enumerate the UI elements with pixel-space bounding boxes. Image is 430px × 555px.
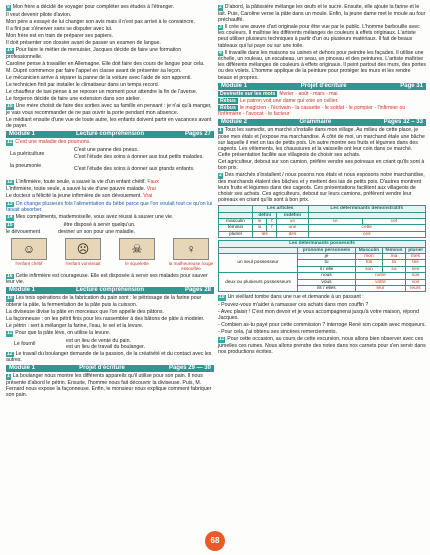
section-title: Grammaire — [299, 119, 332, 125]
illustration — [6, 238, 52, 271]
right-column — [218, 4, 426, 356]
table-header: indéfini — [277, 212, 308, 218]
table-cell: nos — [405, 273, 425, 279]
exercise-number: 3 — [219, 23, 222, 30]
diagram-definition: C'est l'étude des soins à donner aux tout petits malades. — [74, 153, 204, 160]
illustration — [168, 238, 214, 271]
table-header: Les articles — [252, 206, 308, 212]
answer-text: Le mécanicien arrive à réparer la panne de la voiture avec l'aide de son apprenti. — [6, 74, 192, 81]
answer-text: Les trois opérations de la fabrication du pain sont : le pétrissage de la farine pour obtenir la pâte, la fermentation de la pâte puis la cuisson. — [6, 295, 202, 308]
answer-text: M. Dupré commence par faire l'appel en classe avant de présenter sa leçon. — [6, 67, 182, 74]
diagram-definition: C'est l'étude des soins à donner aux grands enfants. — [74, 165, 195, 172]
table-cell: ma — [382, 253, 405, 259]
table-cell: leur — [355, 286, 405, 292]
exercise-number: 15 — [7, 103, 13, 110]
illustrations-row — [6, 238, 214, 271]
module-label: Module 1 — [9, 287, 36, 294]
table-cell: le — [252, 218, 266, 224]
table-cell: ces — [308, 231, 425, 237]
table-cell: nous — [298, 273, 356, 279]
table-cell: ton — [355, 260, 382, 266]
exercise-number: 2 — [219, 4, 222, 10]
answer-text: La façonneuse : on les pétrit finis pour les rassembler à des bâtons de pâte à modeler. — [6, 316, 205, 322]
diagram-term: Le fournil — [14, 340, 36, 347]
child-icon: ☹ — [65, 238, 101, 260]
table-cell: pluriel — [219, 231, 253, 237]
left-column — [6, 4, 214, 399]
table-group-label: un seul possesseur — [219, 253, 298, 272]
table-cell: il / elle — [298, 266, 356, 272]
table-cell: notre — [355, 273, 405, 279]
answer-text: Caroline pense à travailler en Allemagne. Elle doit faire des cours de langue pour cela. — [6, 60, 205, 67]
exercise-tag: Rébus — [220, 104, 236, 111]
articles-table — [218, 205, 426, 238]
answer-text: deviner un son pour une maladie. — [58, 229, 136, 236]
answer-text: Il travaille dans les maisons ou usines et dehors pour peindre les façades. Il utilise une échelle, un rouleau, un escabeau, un seau, un pinceau et des peintures. L'artiste maîtrise les différents mélanges de couleurs à effets originaux. Il peint partout des murs, des portes ou des volets. L'homme applique de la peinture pour protéger les murs et les rendre beaux et propres. — [218, 49, 427, 81]
table-header: Masculin — [355, 247, 382, 253]
table-header: pronoms personnels — [298, 247, 356, 253]
answer-text: Pour que la pâte lève, on utilise la levure. — [15, 330, 111, 337]
answer-text: - Combien as-tu payé pour cette commission ? interroge René son copain avec moqueurs. — [218, 322, 426, 329]
illustration — [114, 238, 160, 271]
answer-text: L'infirmière, toute seule, a sauvé la vie d'une pauvre malade. — [6, 186, 146, 193]
table-cell: tes — [405, 260, 425, 266]
answer-text: Des marchés s'installent / nous posons nos étals et nous exposons notre marchandise, des marchands étalent des bâches et y mettent des tas de petits pois. D'autres montrent leurs fruits et légumes dans des cageots. Ces présentations facilitent aux villageois de choisir ses achats. Ces agriculteurs, debout sur leurs camions, préfèrent vendre leur poireaux en criant qu'ils sont à bon prix. — [218, 172, 425, 204]
section-header — [6, 287, 214, 294]
illustration-caption: le squelette — [125, 260, 149, 266]
exercise-number: 1 — [219, 127, 222, 133]
answer-text: Une mère choisit de faire des sorties avec sa famille en pensant : je n'ai qu'à manger, je vais vous recommander de ne pas ouvrir la porte pendant mon absence. — [6, 103, 212, 116]
answer-text: Il doit présenter son dossier avant de passer un examen de langue. — [6, 39, 161, 46]
illustration-caption: l'enfant vomissait — [65, 260, 101, 266]
answer-text: - Pour cela, j'ai obtenu ses sincères remerciements. — [218, 329, 337, 336]
exercise-number: 10 — [219, 294, 225, 301]
section-title: Projet d'écriture — [79, 365, 125, 372]
section-pages: Pages 29 — 30 — [168, 365, 211, 372]
exercise-tag: Rébus — [220, 97, 236, 104]
table-cell: l' — [267, 225, 277, 231]
answer-text: Le médiant ensuite d'une vue de toute autre, les enfants doivent partir en vacances avant de payer. — [6, 117, 212, 130]
skeleton-icon: ☠ — [119, 238, 155, 260]
answer-text: Mon frère est en train de préparer ses papiers. — [6, 32, 113, 39]
table-cell: sa — [382, 266, 405, 272]
answer-text: Un vieillard tombe dans une rue et demande à un passant : — [227, 294, 364, 301]
table-cell: cet — [362, 218, 425, 224]
answer-text: Pour cette occasion, au cours de cette excursion, nous allons bien observer avec ces jumelles ces ruines. Nous allons prendre des notes dans nos carnets pour s'en servir dans nos productions écrites. — [218, 336, 426, 356]
section-pages: Page 31 — [400, 82, 423, 89]
diagram-term: La puériculture — [10, 150, 45, 157]
matching-diagram — [6, 338, 214, 350]
table-cell: l' — [267, 218, 277, 224]
vrai-label: Vrai — [146, 186, 156, 193]
table-cell: ils / elles — [298, 286, 356, 292]
child-icon: ☺ — [11, 238, 47, 260]
table-cell: ses — [405, 266, 425, 272]
exercise-number: 13 — [7, 200, 13, 207]
module-label: Module 1 — [9, 365, 36, 372]
table-group-label: deux ou plusieurs possesseurs — [219, 273, 298, 292]
diagram-term: le dévouement — [6, 229, 41, 236]
answer-text: Le travail du boulanger demande de la passion, de la créativité et du contact avec les autres. — [6, 350, 212, 364]
module-label: Module 2 — [221, 119, 248, 125]
answer-text: D'abord, la pâtissière mélange les œufs et le sucre. Ensuite, elle ajoute la farine et le lait. Puis, Caroline verse la pâte dans un moule. Enfin, la jeune dame met le moule au four préchauffé. — [218, 4, 426, 23]
table-header: pluriel — [405, 247, 425, 253]
table-header: défini — [252, 212, 276, 218]
exercise-number: 11 — [219, 336, 225, 343]
table-cell: tu — [298, 260, 356, 266]
answer-text: On change plusieurs fois l'alimentation du bébé parce que l'on voulait tout ce qu'on lui faisait absorber. — [6, 200, 213, 214]
answer-text: Mes compliments, mademoiselle, vous avez réussi à sauver une vie. — [15, 214, 174, 221]
section-pages: Pages 27 — [184, 131, 211, 138]
table-cell: mon — [355, 253, 382, 259]
section-title: Lecture compréhension — [75, 287, 144, 294]
exercise-9-line-1 — [6, 4, 214, 11]
exercise-number: 15 — [7, 221, 13, 228]
table-cell: je — [298, 253, 356, 259]
answer-text: Il a fini par s'énerver sans se disputer avec lui. — [6, 25, 113, 32]
section-header — [218, 83, 426, 90]
exercise-number: 11 — [7, 330, 13, 337]
illustration — [60, 238, 106, 271]
diagram-definition: C'est une panne des pneus. — [74, 146, 139, 153]
exercise-number: 12 — [7, 350, 13, 357]
table-cell: mes — [405, 253, 425, 259]
answer-text: le magicien - l'écrivain - la cassette - le soldat - le pompier - l'infirmier ou l'infirmière - l'avocat - le facteur — [218, 104, 406, 117]
table-cell: ce — [308, 218, 362, 224]
faux-label: Faux — [147, 178, 159, 185]
answer-text: Le patron voit une dame qui voie un cellier. — [239, 97, 339, 104]
section-pages: Pages 28 — [184, 287, 211, 294]
module-label: Module 1 — [9, 131, 36, 138]
exercise-number: 16 — [7, 272, 13, 279]
section-title: Projet d'écriture — [300, 82, 347, 89]
answer-text: Le technicien finit par installer le climatiseur dans un temps record. — [6, 82, 160, 89]
table-row — [219, 231, 426, 237]
table-cell: la — [252, 225, 266, 231]
section-header — [218, 119, 426, 126]
table-cell: leurs — [405, 286, 425, 292]
answer-text: Il crée une œuvre d'art originale pour être vue par le public. L'homme barbouille avec les couleurs. Il maîtrise les différents mélanges de couleurs à effets originaux. L'artiste peut utiliser plusieurs techniques à partir d'un ou plusieurs matériaux. Il fait de beaux tableaux qui lui paye ou sur une toile. — [218, 23, 420, 49]
section-title: Lecture compréhension — [75, 131, 144, 138]
table-cell: une — [277, 225, 308, 231]
diagram-term: la pneumonie — [10, 162, 42, 169]
answer-text: être disposé à servir quelqu'un. — [63, 221, 136, 228]
table-cell: masculin — [219, 218, 253, 224]
table-cell: les — [252, 231, 276, 237]
section-header — [6, 365, 214, 372]
diagram-definition: est un lieu de travail du boulanger. — [66, 343, 146, 350]
table-header: féminin — [382, 247, 405, 253]
exercise-number: 11 — [7, 139, 13, 146]
table-title: Les déterminants possessifs — [219, 241, 426, 247]
exercise-tag: Devinette sur les mots — [220, 90, 276, 97]
table-cell: son — [355, 266, 382, 272]
answer-text: - Avec plaisir ! C'est mon devoir et je vous accompagnerai jusqu'à votre maison, répond Jacques. — [218, 309, 419, 322]
exercise-number: 4 — [219, 49, 222, 56]
answer-text: Pour faire le métier de menuisier, Jacques décide de faire une formation professionnelle. — [6, 47, 182, 60]
possessives-table — [218, 240, 426, 292]
matching-diagram — [6, 147, 214, 173]
answer-text: Tous les samedis, un marché s'installe dans mon village. Au milieu de cette place, je pose mes étals et j'expose ma marchandise. À côté de moi, un marchand étale une bâche sur laquelle il met un tas de petits pois. Un autre montre ses fruits et légumes dans des cageots. Les vêtements, les chaussures et la vaisselle ont leur coin dans ce marché. Cette présentation facilite aux villageois de choisir ses achats. — [218, 127, 425, 158]
answer-text: - Pouvez-vous m'aider à ramasser ces achats dans mon couffin ? — [218, 302, 369, 308]
table-cell: cette — [308, 225, 425, 231]
section-header — [6, 131, 214, 138]
diagram-definition: est un lieu de vente du pain. — [66, 337, 131, 344]
page-number: 68 — [205, 531, 225, 551]
answer-text: Mon frère a décidé de voyager pour compléter ses études à l'étranger. — [12, 4, 175, 10]
exercise-number: 14 — [7, 47, 13, 54]
table-cell: féminin — [219, 225, 253, 231]
table-cell: ta — [382, 260, 405, 266]
answer-text: L'infirmière, toute seule, a sauvé la vie d'un enfant chétif. — [15, 178, 146, 185]
illustration-caption: la malheureuse rouge essouflée — [168, 260, 214, 271]
illustration-caption: l'enfant chétif — [15, 260, 43, 266]
table-cell: votre — [355, 279, 405, 285]
answer-text: février - août - mars - mai — [279, 90, 338, 97]
answer-text: La diviseuse divise la pâte en morceaux que l'on appelle des pâtons. — [6, 308, 164, 315]
answer-text: Le docteur a félicité la jeune infirmière de son dévouement. — [6, 193, 142, 200]
woman-icon: ♀ — [173, 238, 209, 260]
table-cell: vous — [298, 279, 356, 285]
exercise-number: 12 — [7, 178, 13, 185]
table-cell: des — [277, 231, 308, 237]
exercise-number: 10 — [7, 295, 13, 302]
answer-text: Le forgeron décide de faire une extension dans son atelier. — [6, 96, 141, 103]
exercise-number: 2 — [219, 172, 222, 179]
answer-text: Il veut devenir pilote d'avion. — [6, 11, 72, 18]
exercise-number: 14 — [7, 214, 13, 221]
module-label: Module 1 — [221, 82, 248, 89]
answer-text: Le chauffeur de taxi pense à se reposer un moment pour attendre la fin de l'averse. — [6, 89, 198, 96]
section-pages: Pages 32 – 33 — [383, 119, 423, 125]
table-cell: vos — [405, 279, 425, 285]
answer-text: Le pétrin : sert à mélanger la farine, l'eau, le sel et la levure. — [6, 323, 144, 330]
answer-text: C'est une maladie des poumons. — [15, 139, 91, 146]
answer-text: Cette infirmière est courageuse. Elle est disposée à servir ses malades pour sauver leur vie. — [6, 272, 208, 286]
table-header: Les déterminants démonstratifs — [308, 206, 425, 212]
answer-text: La boulanger nous montre les différents appareils qu'il utilise pour son pain. Il nous présente d'abord le pétrin. Ensuite, l'homme nous fait découvrir la diviseuse. Puis, M. Fernard nous expose la façonneuse. Enfin, le monsieur nous explique comment fabriquer son pain. — [6, 373, 212, 399]
answer-text: Mon père a essayé de lui changer son avis mais il n'est pas arrivé à le convaincre. — [6, 18, 195, 25]
exercise-number: 1 — [7, 373, 10, 380]
exercise-number: 9 — [7, 4, 10, 10]
table-cell: un — [277, 218, 308, 224]
answer-text: Cet agriculteur, debout sur son camion, préfère vendre ses poireaux en criant qu'ils sont à bon prix. — [218, 158, 425, 172]
vrai-label: Vrai — [143, 193, 153, 200]
